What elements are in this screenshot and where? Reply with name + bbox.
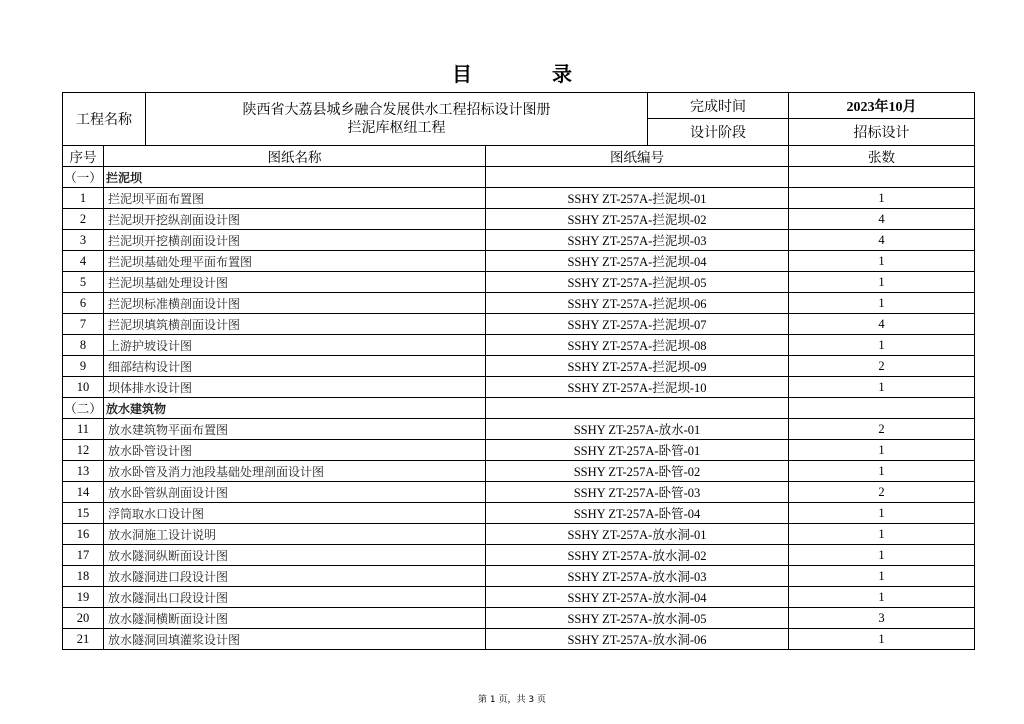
col-header-code: 图纸编号	[486, 146, 789, 167]
row-number: 8	[63, 335, 104, 356]
drawing-code: SSHY ZT-257A-放水洞-03	[486, 566, 789, 587]
drawing-name: 拦泥坝开挖横剖面设计图	[104, 230, 486, 251]
project-name-line1: 陕西省大荔县城乡融合发展供水工程招标设计图册	[242, 102, 551, 118]
column-header-row	[63, 146, 975, 167]
drawing-code: SSHY ZT-257A-拦泥坝-07	[486, 314, 789, 335]
row-number: 12	[63, 440, 104, 461]
drawing-code: SSHY ZT-257A-卧管-02	[486, 461, 789, 482]
drawing-name: 放水卧管设计图	[104, 440, 486, 461]
section-title: 拦泥坝	[104, 167, 486, 188]
table-row	[63, 356, 975, 377]
sheet-count: 1	[789, 377, 975, 398]
sheet-count: 2	[789, 419, 975, 440]
stage-label: 设计阶段	[648, 119, 789, 146]
project-label: 工程名称	[63, 93, 146, 146]
drawing-code: SSHY ZT-257A-卧管-04	[486, 503, 789, 524]
drawing-name: 放水建筑物平面布置图	[104, 419, 486, 440]
row-number: 19	[63, 587, 104, 608]
table-row	[63, 419, 975, 440]
drawing-name: 拦泥坝填筑横剖面设计图	[104, 314, 486, 335]
table-row	[63, 608, 975, 629]
title-char-2: 录	[552, 62, 572, 86]
row-number: 7	[63, 314, 104, 335]
section-count-cell	[789, 167, 975, 188]
table-row	[63, 545, 975, 566]
project-name-line2: 拦泥库枢纽工程	[347, 120, 446, 136]
table-row	[63, 524, 975, 545]
section-count-cell	[789, 398, 975, 419]
table-row	[63, 566, 975, 587]
row-number: 15	[63, 503, 104, 524]
drawing-code: SSHY ZT-257A-放水洞-01	[486, 524, 789, 545]
drawing-name: 拦泥坝开挖纵剖面设计图	[104, 209, 486, 230]
table-row	[63, 314, 975, 335]
table-row	[63, 335, 975, 356]
row-number: 9	[63, 356, 104, 377]
row-number: 20	[63, 608, 104, 629]
drawing-name: 放水卧管纵剖面设计图	[104, 482, 486, 503]
section-title: 放水建筑物	[104, 398, 486, 419]
drawing-code: SSHY ZT-257A-拦泥坝-06	[486, 293, 789, 314]
table-row	[63, 461, 975, 482]
row-number: 5	[63, 272, 104, 293]
completion-label: 完成时间	[648, 93, 789, 119]
project-name	[146, 93, 648, 146]
drawing-code: SSHY ZT-257A-拦泥坝-03	[486, 230, 789, 251]
sheet-count: 4	[789, 209, 975, 230]
sheet-count: 1	[789, 251, 975, 272]
sheet-count: 1	[789, 293, 975, 314]
sheet-count: 1	[789, 503, 975, 524]
section-code-cell	[486, 167, 789, 188]
drawing-name: 放水卧管及消力池段基础处理剖面设计图	[104, 461, 486, 482]
drawing-code: SSHY ZT-257A-放水洞-04	[486, 587, 789, 608]
table-row	[63, 188, 975, 209]
table-row	[63, 209, 975, 230]
sheet-count: 1	[789, 440, 975, 461]
table-row	[63, 272, 975, 293]
row-number: 13	[63, 461, 104, 482]
section-number: （二）	[63, 398, 104, 419]
drawing-code: SSHY ZT-257A-拦泥坝-05	[486, 272, 789, 293]
sheet-count: 1	[789, 335, 975, 356]
drawing-name: 细部结构设计图	[104, 356, 486, 377]
section-row	[63, 167, 975, 188]
row-number: 4	[63, 251, 104, 272]
page-title	[0, 58, 1024, 87]
col-header-no: 序号	[63, 146, 104, 167]
drawing-name: 放水隧洞横断面设计图	[104, 608, 486, 629]
drawing-code: SSHY ZT-257A-卧管-01	[486, 440, 789, 461]
row-number: 18	[63, 566, 104, 587]
row-number: 16	[63, 524, 104, 545]
sheet-count: 1	[789, 524, 975, 545]
sheet-count: 1	[789, 545, 975, 566]
table-row	[63, 230, 975, 251]
table-row	[63, 377, 975, 398]
drawing-code: SSHY ZT-257A-放水-01	[486, 419, 789, 440]
drawing-index-table	[62, 92, 975, 650]
sheet-count: 4	[789, 230, 975, 251]
table-row	[63, 503, 975, 524]
row-number: 17	[63, 545, 104, 566]
row-number: 21	[63, 629, 104, 650]
drawing-code: SSHY ZT-257A-拦泥坝-10	[486, 377, 789, 398]
row-number: 14	[63, 482, 104, 503]
drawing-name: 放水隧洞出口段设计图	[104, 587, 486, 608]
sheet-count: 4	[789, 314, 975, 335]
drawing-code: SSHY ZT-257A-拦泥坝-04	[486, 251, 789, 272]
drawing-code: SSHY ZT-257A-放水洞-02	[486, 545, 789, 566]
table-row	[63, 440, 975, 461]
drawing-name: 坝体排水设计图	[104, 377, 486, 398]
table-row	[63, 587, 975, 608]
drawing-name: 浮筒取水口设计图	[104, 503, 486, 524]
drawing-code: SSHY ZT-257A-拦泥坝-02	[486, 209, 789, 230]
drawing-code: SSHY ZT-257A-拦泥坝-08	[486, 335, 789, 356]
sheet-count: 1	[789, 587, 975, 608]
table-row	[63, 629, 975, 650]
col-header-count: 张数	[789, 146, 975, 167]
row-number: 10	[63, 377, 104, 398]
sheet-count: 1	[789, 566, 975, 587]
drawing-name: 放水隧洞纵断面设计图	[104, 545, 486, 566]
page-footer: 第 1 页，共 3 页	[478, 695, 546, 705]
sheet-count: 2	[789, 482, 975, 503]
drawing-name: 拦泥坝基础处理设计图	[104, 272, 486, 293]
col-header-name: 图纸名称	[104, 146, 486, 167]
table-row	[63, 293, 975, 314]
drawing-code: SSHY ZT-257A-拦泥坝-09	[486, 356, 789, 377]
sheet-count: 1	[789, 461, 975, 482]
stage-value: 招标设计	[789, 119, 975, 146]
table-row	[63, 482, 975, 503]
row-number: 3	[63, 230, 104, 251]
drawing-name: 放水隧洞进口段设计图	[104, 566, 486, 587]
sheet-count: 1	[789, 188, 975, 209]
row-number: 1	[63, 188, 104, 209]
completion-value: 2023年10月	[789, 93, 975, 119]
drawing-name: 放水洞施工设计说明	[104, 524, 486, 545]
title-char-1: 目	[452, 62, 472, 86]
drawing-name: 放水隧洞回填灌浆设计图	[104, 629, 486, 650]
sheet-count: 1	[789, 629, 975, 650]
header-row-1	[63, 93, 975, 119]
sheet-count: 3	[789, 608, 975, 629]
drawing-name: 上游护坡设计图	[104, 335, 486, 356]
row-number: 11	[63, 419, 104, 440]
section-code-cell	[486, 398, 789, 419]
drawing-name: 拦泥坝基础处理平面布置图	[104, 251, 486, 272]
sheet-count: 1	[789, 272, 975, 293]
drawing-name: 拦泥坝标准横剖面设计图	[104, 293, 486, 314]
drawing-name: 拦泥坝平面布置图	[104, 188, 486, 209]
table-row	[63, 251, 975, 272]
drawing-code: SSHY ZT-257A-卧管-03	[486, 482, 789, 503]
row-number: 6	[63, 293, 104, 314]
drawing-code: SSHY ZT-257A-放水洞-06	[486, 629, 789, 650]
drawing-code: SSHY ZT-257A-拦泥坝-01	[486, 188, 789, 209]
section-number: （一）	[63, 167, 104, 188]
drawing-code: SSHY ZT-257A-放水洞-05	[486, 608, 789, 629]
sheet-count: 2	[789, 356, 975, 377]
section-row	[63, 398, 975, 419]
row-number: 2	[63, 209, 104, 230]
